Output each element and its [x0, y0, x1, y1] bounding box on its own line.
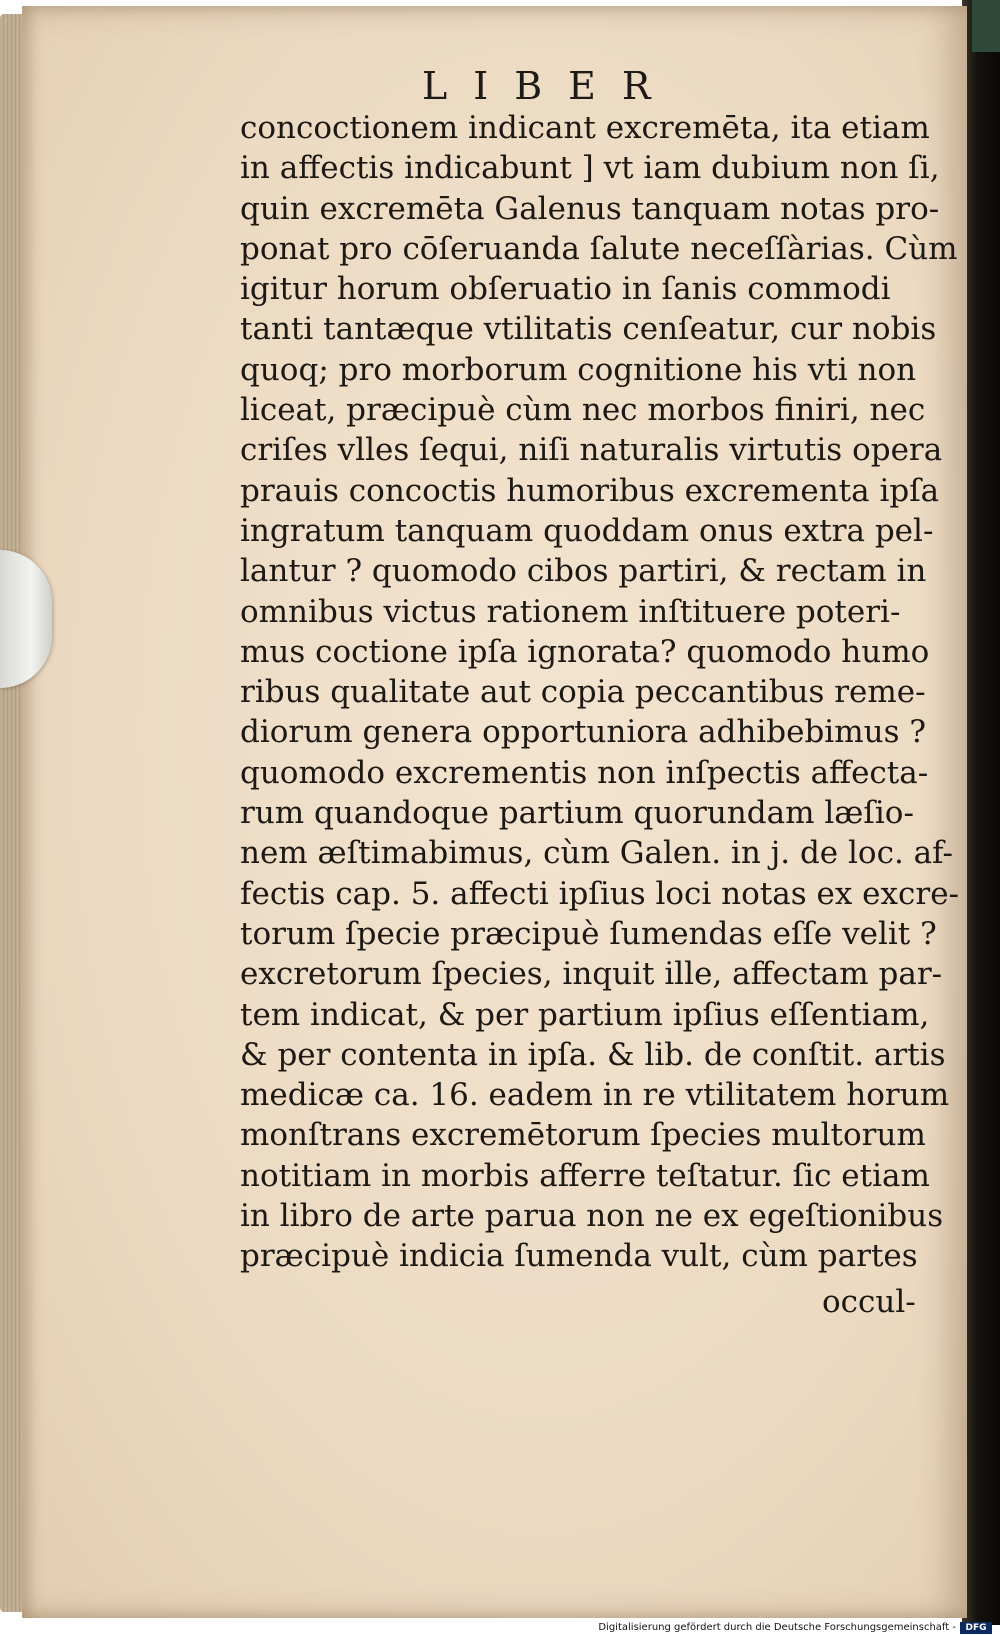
- text-line: concoctionem indicant excremēta, ita etiam: [240, 110, 930, 146]
- body-text: [240, 108, 960, 1277]
- text-line: præcipuè indicia ſumenda vult, cùm partes: [240, 1238, 918, 1275]
- catchword: occul-: [822, 1284, 916, 1320]
- text-line: lantur ? quomodo cibos partiri, & rectam in: [240, 553, 927, 590]
- binding-tab: [972, 0, 1000, 52]
- text-line: torum ſpecie præcipuè ſumendas eſſe velit ?: [240, 915, 937, 952]
- text-line: quomodo excrementis non inſpectis affecta-: [240, 754, 929, 791]
- dfg-logo-icon: DFG: [960, 1622, 992, 1634]
- text-line: quin excremēta Galenus tanquam notas pro-: [240, 190, 940, 227]
- text-line: excretorum ſpecies, inquit ille, affectam par-: [240, 956, 943, 993]
- text-line: tanti tantæque vtilitatis cenſeatur, cur nobis: [240, 311, 937, 348]
- text-line: medicæ ca. 16. eadem in re vtilitatem horum: [240, 1077, 950, 1114]
- text-line: notitiam in morbis afferre teſtatur. ſic etiam: [240, 1157, 930, 1194]
- text-line: rum quandoque partium quorundam læſio-: [240, 795, 914, 832]
- text-line: in libro de arte parua non ne ex egeſtionibus: [240, 1198, 944, 1235]
- text-line: monſtrans excremētorum ſpecies multorum: [240, 1117, 926, 1154]
- text-line: mus coctione ipſa ignorata? quomodo humo: [240, 633, 930, 670]
- text-line: omnibus victus rationem inſtituere poteri-: [240, 593, 901, 630]
- book-page: [22, 6, 967, 1618]
- text-line: liceat, præcipuè cùm nec morbos finiri, nec: [240, 392, 926, 429]
- text-line: fectis cap. 5. affecti ipſius loci notas ex excre-: [240, 875, 960, 912]
- text-line: nem æſtimabimus, cùm Galen. in j. de loc. af-: [240, 835, 953, 872]
- text-line: igitur horum obſeruatio in ſanis commodi: [240, 271, 891, 308]
- text-line: diorum genera opportuniora adhibebimus ?: [240, 714, 926, 751]
- text-line: criſes vlles ſequi, niſi naturalis virtutis opera: [240, 432, 943, 469]
- text-line: tem indicat, & per partium ipſius eſſentiam,: [240, 996, 930, 1033]
- text-line: ingratum tanquam quoddam onus extra pel-: [240, 512, 934, 549]
- text-line: quoq; pro morborum cognitione his vti non: [240, 351, 917, 388]
- book-binding: [962, 0, 1000, 1625]
- running-head: LIBER: [422, 64, 677, 108]
- funding-credit: Digitalisierung gefördert durch die Deutsche Forschungsgemeinschaft -: [598, 1622, 956, 1633]
- text-line: in affectis indicabunt ] vt iam dubium non ſi,: [240, 150, 940, 187]
- text-line: ponat pro cōſeruanda ſalute neceſſàrias. Cùm: [240, 230, 958, 267]
- text-line: prauis concoctis humoribus excrementa ipſa: [240, 472, 940, 509]
- text-line: ribus qualitate aut copia peccantibus reme-: [240, 674, 926, 711]
- text-line: & per contenta in ipſa. & lib. de conſtit. artis: [240, 1036, 946, 1073]
